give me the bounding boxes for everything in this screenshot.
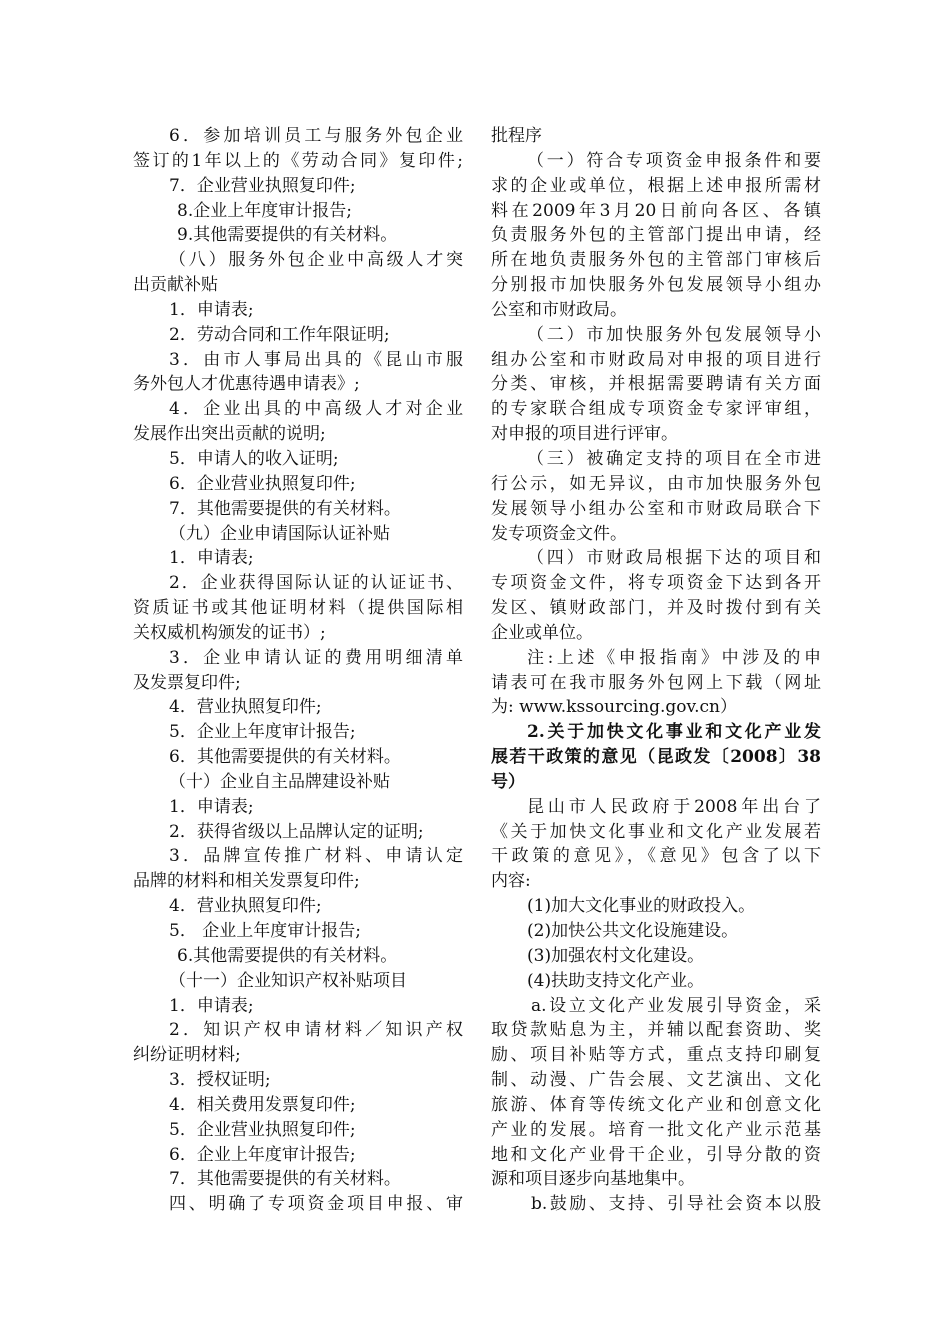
text-line: 对申报的项目进行评审。: [491, 424, 678, 445]
text-line: 公室和市财政局。: [491, 299, 627, 320]
text-line: 发区、镇财政部门，并及时拨付到有关: [491, 598, 821, 619]
text-line: 发展作出突出贡献的说明;: [133, 424, 326, 445]
text-line: 2．劳动合同和工作年限证明;: [169, 324, 390, 345]
text-line: 5． 企业上年度审计报告;: [169, 921, 361, 941]
text-line: 批程序: [491, 126, 542, 146]
text-line: 制、动漫、广告会展、文艺演出、文化: [491, 1070, 821, 1091]
text-line: 注:上述《申报指南》中涉及的申: [527, 647, 821, 668]
text-line: 3．授权证明;: [169, 1070, 271, 1091]
text-line: 6．企业营业执照复印件;: [169, 473, 356, 494]
text-line: 发专项资金文件。: [491, 523, 627, 544]
text-line: b.鼓励、支持、引导社会资本以股: [531, 1194, 821, 1215]
text-line: 2．获得省级以上品牌认定的证明;: [169, 821, 424, 842]
text-line: a.设立文化产业发展引导资金，采: [531, 995, 821, 1016]
text-line: 展若干政策的意见（昆政发〔2008〕38: [491, 747, 821, 768]
text-line: 为: www.kssourcing.gov.cn）: [491, 697, 738, 718]
text-line: 7．企业营业执照复印件;: [169, 175, 356, 196]
text-line: 纠纷证明材料;: [133, 1045, 241, 1066]
text-line: 1．申请表;: [169, 995, 254, 1016]
text-line: （九）企业申请国际认证补贴: [169, 523, 390, 544]
text-line: 取贷款贴息为主，并辅以配套资助、奖: [491, 1020, 821, 1041]
text-line: 品牌的材料和相关发票复印件;: [133, 871, 360, 892]
text-line: 组办公室和市财政局对申报的项目进行: [491, 349, 821, 370]
text-line: 分类、审核，并根据需要聘请有关方面: [491, 374, 821, 395]
text-line: (1)加大文化事业的财政投入。: [527, 896, 756, 917]
text-line: 务外包人才优惠待遇申请表》;: [133, 374, 360, 395]
text-line: 关权威机构颁发的证书）;: [133, 622, 326, 643]
text-line: 5．企业上年度审计报告;: [169, 722, 356, 743]
text-line: 《关于加快文化事业和文化产业发展若: [491, 821, 821, 842]
text-line: 6．其他需要提供的有关材料。: [169, 747, 401, 768]
text-line: 四、明确了专项资金项目申报、审: [169, 1194, 463, 1215]
text-line: (2)加快公共文化设施建设。: [527, 921, 739, 941]
text-line: （一）符合专项资金申报条件和要: [527, 150, 821, 171]
text-line: 资质证书或其他证明材料（提供国际相: [133, 598, 463, 619]
text-line: 出贡献补贴: [133, 275, 218, 296]
text-line: 4．营业执照复印件;: [169, 896, 322, 917]
text-line: 企业或单位。: [491, 622, 593, 643]
text-line: 产业的发展。培育一批文化产业示范基: [491, 1119, 821, 1140]
text-line: 求的企业或单位，根据上述申报所需材: [491, 175, 821, 196]
text-line: 请表可在我市服务外包网上下载（网址: [491, 672, 821, 693]
text-line: （四）市财政局根据下达的项目和: [527, 548, 821, 569]
text-line: 4．营业执照复印件;: [169, 697, 322, 718]
text-line: 3．企业申请认证的费用明细清单: [169, 647, 463, 668]
text-line: 签订的1年以上的《劳动合同》复印件;: [133, 150, 463, 171]
text-line: 9.其他需要提供的有关材料。: [177, 225, 398, 246]
text-line: 行公示，如无异议，由市加快服务外包: [491, 473, 821, 494]
right-column: [491, 124, 821, 1217]
text-line: 5．企业营业执照复印件;: [169, 1119, 356, 1140]
text-line: （二）市加快服务外包发展领导小: [527, 324, 821, 345]
text-line: 6．参加培训员工与服务外包企业: [169, 126, 463, 146]
text-line: 6.其他需要提供的有关材料。: [177, 945, 398, 966]
text-line: 专项资金文件，将专项资金下达到各开: [491, 573, 821, 594]
text-line: 的专家联合组成专项资金专家评审组，: [491, 399, 821, 420]
text-line: 4．企业出具的中高级人才对企业: [169, 399, 463, 420]
text-line: 7．其他需要提供的有关材料。: [169, 498, 401, 519]
text-line: 励、项目补贴等方式，重点支持印刷复: [491, 1045, 821, 1066]
text-line: （十）企业自主品牌建设补贴: [169, 771, 390, 792]
text-line: 3．品牌宣传推广材料、申请认定: [169, 846, 463, 867]
text-line: 1．申请表;: [169, 299, 254, 320]
text-line: 分别报市加快服务外包发展领导小组办: [491, 275, 821, 296]
text-line: 4．相关费用发票复印件;: [169, 1094, 356, 1115]
text-line: 地和文化产业骨干企业，引导分散的资: [491, 1144, 821, 1165]
text-line: (4)扶助支持文化产业。: [527, 970, 705, 991]
text-line: 内容:: [491, 871, 531, 892]
text-line: (3)加强农村文化建设。: [527, 945, 705, 966]
text-line: 5．申请人的收入证明;: [169, 448, 339, 469]
text-line: 旅游、体育等传统文化产业和创意文化: [491, 1094, 821, 1115]
text-line: 所在地负责服务外包的主管部门审核后: [491, 250, 821, 271]
text-line: 2．知识产权申请材料／知识产权: [169, 1020, 463, 1041]
text-line: 2.关于加快文化事业和文化产业发: [527, 722, 821, 743]
text-line: 1．申请表;: [169, 548, 254, 569]
text-line: （十一）企业知识产权补贴项目: [169, 970, 407, 991]
text-line: 6．企业上年度审计报告;: [169, 1144, 356, 1165]
text-line: 及发票复印件;: [133, 672, 241, 693]
text-line: 7．其他需要提供的有关材料。: [169, 1169, 401, 1190]
text-line: 料在2009年3月20日前向各区、各镇: [491, 200, 821, 221]
text-line: （八）服务外包企业中高级人才突: [169, 250, 463, 271]
text-line: 1．申请表;: [169, 796, 254, 817]
left-column: [133, 124, 463, 1217]
text-line: 昆山市人民政府于2008年出台了: [527, 796, 821, 817]
text-line: 2．企业获得国际认证的认证证书、: [169, 573, 463, 594]
text-line: 3．由市人事局出具的《昆山市服: [169, 349, 463, 370]
text-line: 发展领导小组办公室和市财政局联合下: [491, 498, 821, 519]
text-line: （三）被确定支持的项目在全市进: [527, 448, 821, 469]
text-line: 号）: [491, 771, 525, 792]
text-line: 干政策的意见》，《意见》包含了以下: [491, 846, 821, 867]
text-line: 8.企业上年度审计报告;: [177, 200, 352, 221]
text-line: 负责服务外包的主管部门提出申请，经: [491, 225, 821, 246]
text-line: 源和项目逐步向基地集中。: [491, 1169, 695, 1190]
